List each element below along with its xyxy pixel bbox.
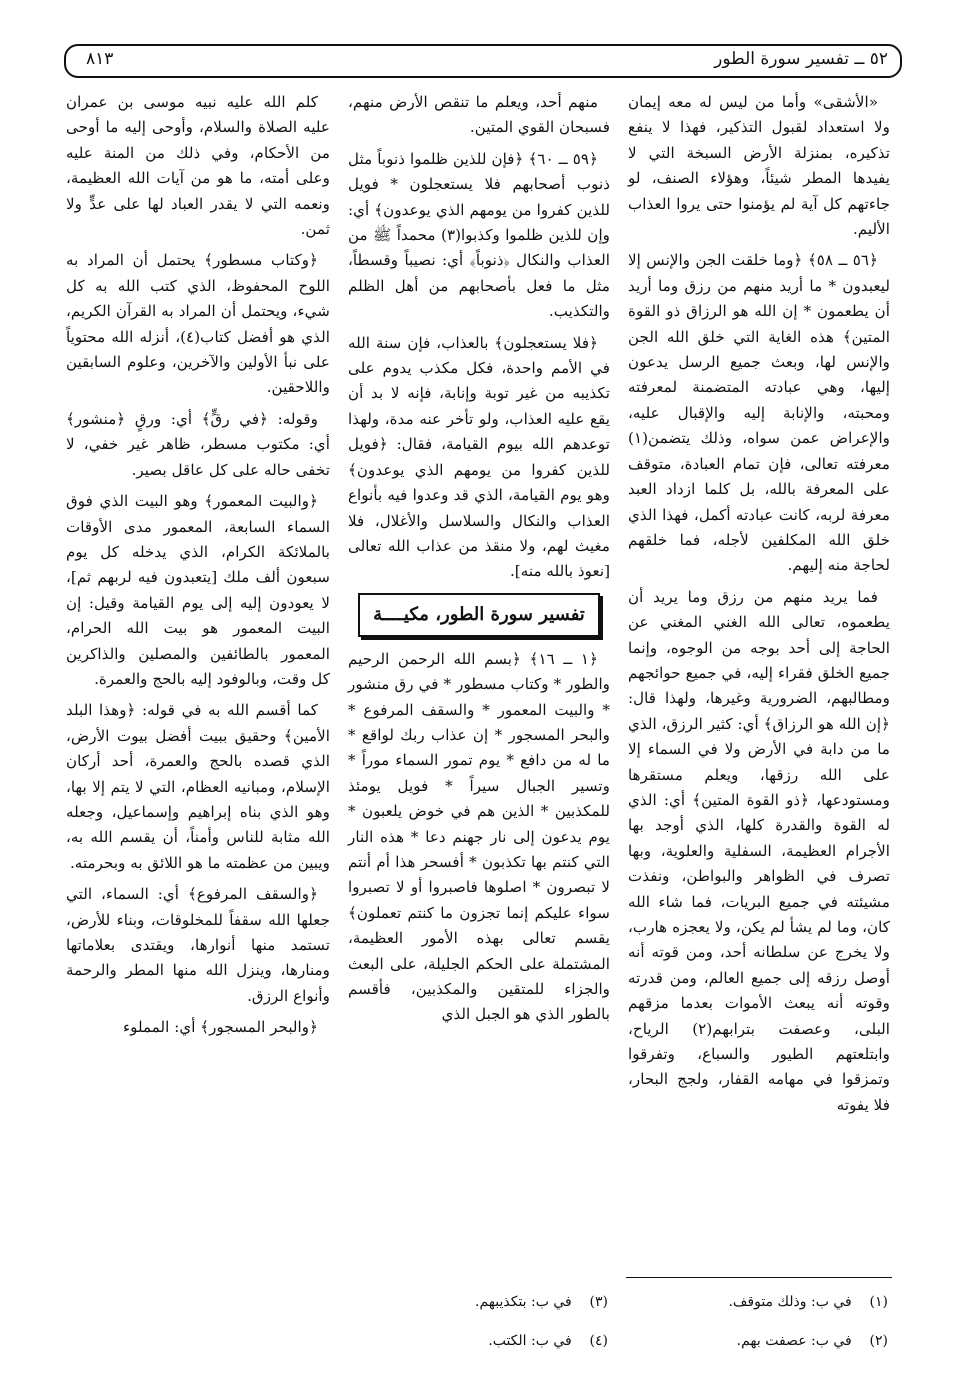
footnote-number: (٣) (589, 1294, 608, 1310)
paragraph: «الأشقى» وأما من ليس له معه إيمان ولا استعداد لقبول التذكير، فهذا لا ينفع تذكيره، بمنزلة الأرض السبخة التي لا يفيدها المطر شيئاً، وهؤلاء الصنف، لو جاءتهم كل آية لم يؤمنوا حتى يروا العذاب الأليم. (628, 93, 890, 239)
paragraph: ﴿٥٦ ــ ٥٨﴾ ﴿وما خلقت الجن والإنس إلا ليعبدون * ما أريد منهم من رزق وما أريد أن يطعمون * إن الله هو الرزاق ذو القوة المتين﴾ هذه الغاية التي خلق الله الجن والإنس لها، وبعث جميع الرسل يدعون إليها، وهي عبادته المتضمنة لمعرفته ومحبته، والإنابة إليه والإقبال عليه، والإعراض عمن سواه، وذلك يتضمن(١) معرفته تعالى، فإن تمام العبادة، متوقف على المعرفة بالله، بل كلما ازداد العبد معرفة لربه، كانت عبادته أكمل، فهذا الذي خلق الله المكلفين لأجله، فما خلقهم لحاجة منه إليهم. (628, 251, 890, 575)
paragraph: منهم أحد، ويعلم ما تنقص الأرض منهم، فسبحان القوي المتين. (348, 93, 610, 137)
footnote (488, 1333, 608, 1349)
footnote-divider (626, 1277, 892, 1278)
paragraph: ﴿فلا يستعجلون﴾ بالعذاب، فإن سنة الله في الأمم واحدة، فكل مكذب يدوم على تكذيبه من غير توبة وإنابة، فإنه لا بد أن يقع عليه العذاب، ولو تأخر عنه مدة، ولهذا توعدهم الله بيوم القيامة، فقال: ﴿فويل للذين كفروا من يومهم الذي يوعدون﴾ وهو يوم القيامة، الذي قد وعدوا فيه بأنواع العذاب والنكال والسلاسل والأغلال، فلا مغيث لهم، ولا منقذ من عذاب الله تعالى [نعوذ بالله منه]. (348, 333, 610, 581)
paragraph: كلم الله عليه نبيه موسى بن عمران عليه الصلاة والسلام، وأوحى إليه ما أوحى من الأحكام، وفي ذلك من المنة عليه وعلى أمته، ما هو من آيات الله العظيمة، ونعمه التي لا يقدر العباد لها على عدٍّ ولا ثمن. (66, 93, 330, 239)
paragraph: كما أقسم الله به في قوله: ﴿وهذا البلد الأمين﴾ وحقيق ببيت أفضل بيوت الأرض، الذي قصده بالحج والعمرة، أحد أركان الإسلام، ومبانيه العظام، التي لا يتم إلا بها، وهو الذي بناه إبراهيم وإسماعيل، وجعله الله مثابة للناس وأمناً، أن يقسم الله به، ويبين من عظمته ما هو اللائق به وبحرمته. (66, 701, 330, 872)
footnote (728, 1294, 888, 1310)
surah-title-box: تفسير سورة الطور، مكيــــة (358, 593, 600, 637)
footnote (475, 1294, 608, 1310)
footnote-text: في ب: وذلك متوقف. (728, 1294, 852, 1310)
paragraph: ﴿والسقف المرفوع﴾ أي: السماء، التي جعلها الله سقفاً للمخلوقات، وبناء للأرض، تستمد منها أنوارها، ويقتدى بعلاماتها ومنارها، وينزل الله منها المطر والرحمة وأنواع الرزق. (66, 885, 330, 1005)
footnote-text: في ب: الكتب. (488, 1333, 572, 1349)
footnote-number: (٤) (589, 1333, 608, 1349)
footnote-text: في ب: عصفت بهم. (736, 1333, 852, 1349)
page-number: ٨١٣ (86, 49, 114, 69)
column-left (66, 90, 330, 1047)
footnote-number: (١) (869, 1294, 888, 1310)
footnote-number: (٢) (869, 1333, 888, 1349)
footnote (737, 1333, 888, 1349)
paragraph: ﴿٥٩ ــ ٦٠﴾ ﴿فإن للذين ظلموا ذنوباً مثل ذنوب أصحابهم فلا يستعجلون * فويل للذين كفروا من يومهم الذي يوعدون﴾ أي: وإن للذين ظلموا وكذبوا(٣) محمداً ﷺ من العذاب والنكال ﴿ذنوباً﴾ أي: نصيباً وقسطاً، مثل ما فعل بأصحابهم من أهل الظلم والتكذيب. (348, 149, 610, 321)
paragraph: ﴿وكتاب مسطور﴾ يحتمل أن المراد به اللوح المحفوظ، الذي كتب الله به كل شيء، ويحتمل أن المراد به القرآن الكريم، الذي هو أفضل كتاب(٤)، أنزله الله محتوياً على نبأ الأولين والآخرين، وعلوم السابقين واللاحقين. (66, 251, 330, 397)
paragraph: ﴿والبحر المسجور﴾ أي: المملوء (122, 1018, 318, 1037)
paragraph: ﴿والبيت المعمور﴾ وهو البيت الذي فوق السماء السابعة، المعمور مدى الأوقات بالملائكة الكرام، الذي يدخله كل يوم سبعون ألف ملك [يتعبدون فيه لربهم ثم]، لا يعودون إليه إلى يوم القيامة وقيل: إن البيت المعمور هو بيت الله الحرام، المعمور بالطائفين والمصلين والذاكرين كل وقت، وبالوفود إليه بالحج والعمرة. (66, 492, 330, 688)
column-middle (348, 90, 610, 1034)
paragraph: ﴿١ ــ ١٦﴾ ﴿بسم الله الرحمن الرحيم والطور * وكتاب مسطور * في رق منشور * والبيت المعمور * والسقف المرفوع * والبحر المسجور * إن عذاب ربك لواقع * ما له من دافع * يوم تمور السماء موراً * وتسير الجبال سيراً * فويل يومئذ للمكذبين * الذين هم في خوض يلعبون * يوم يدعون إلى نار جهنم دعا * هذه النار التي كنتم بها تكذبون * أفسحر هذا أم أنتم لا تبصرون * اصلوها فاصبروا أو لا تصبروا سواء عليكم إنما تجزون ما كنتم تعملون﴾ يقسم تعالى بهذه الأمور العظيمة، المشتملة على الحكم الجليلة، على البعث والجزاء للمتقين والمكذبين، فأقسم بالطور الذي هو الجبل الذي (348, 649, 610, 1024)
paragraph: وقوله: ﴿في رقٍّ﴾ أي: ورقٍ ﴿منشور﴾ أي: مكتوب مسطر، ظاهر غير خفي، لا تخفى حاله على كل عاقل بصير. (66, 409, 330, 479)
paragraph: فما يريد منهم من رزق وما يريد أن يطعموه، تعالى الله الغني المغني عن الحاجة إلى أحد بوجه من الوجوه، وإنما جميع الخلق فقراء إليه، في جميع حوائجهم ومطالبهم، الضرورية وغيرها، ولهذا قال: ﴿إن الله هو الرزاق﴾ أي: كثير الرزق، الذي ما من دابة في الأرض ولا في السماء إلا على الله رزقها، ويعلم مستقرها ومستودعها، ﴿ذو القوة المتين﴾ أي: الذي له القوة والقدرة كلها، الذي أوجد بها الأجرام العظيمة، السفلية والعلوية، وبها تصرف في الظواهر والبواطن، ونفذت مشيئته في جميع البريات، فما شاء الله كان، وما لم يشأ لم يكن، ولا يعجزه هارب، ولا يخرج عن سلطانه أحد، ومن قوته أنه أوصل رزقه إلى جميع العالم، ومن قدرته وقوته أنه يبعث الأموات بعدما مزقهم البلى، وعصفت بترابهم(٢) الرياح، وابتلعتهم الطيور والسباع، وتفرقوا وتمزقوا في مهامه القفار، ولجج البحار، فلا يفوته (628, 587, 890, 1114)
footnote-text: في ب: بتكذيبهم. (475, 1294, 572, 1310)
column-right (628, 90, 890, 1124)
running-title: ٥٢ ــ تفسير سورة الطور (714, 49, 888, 69)
